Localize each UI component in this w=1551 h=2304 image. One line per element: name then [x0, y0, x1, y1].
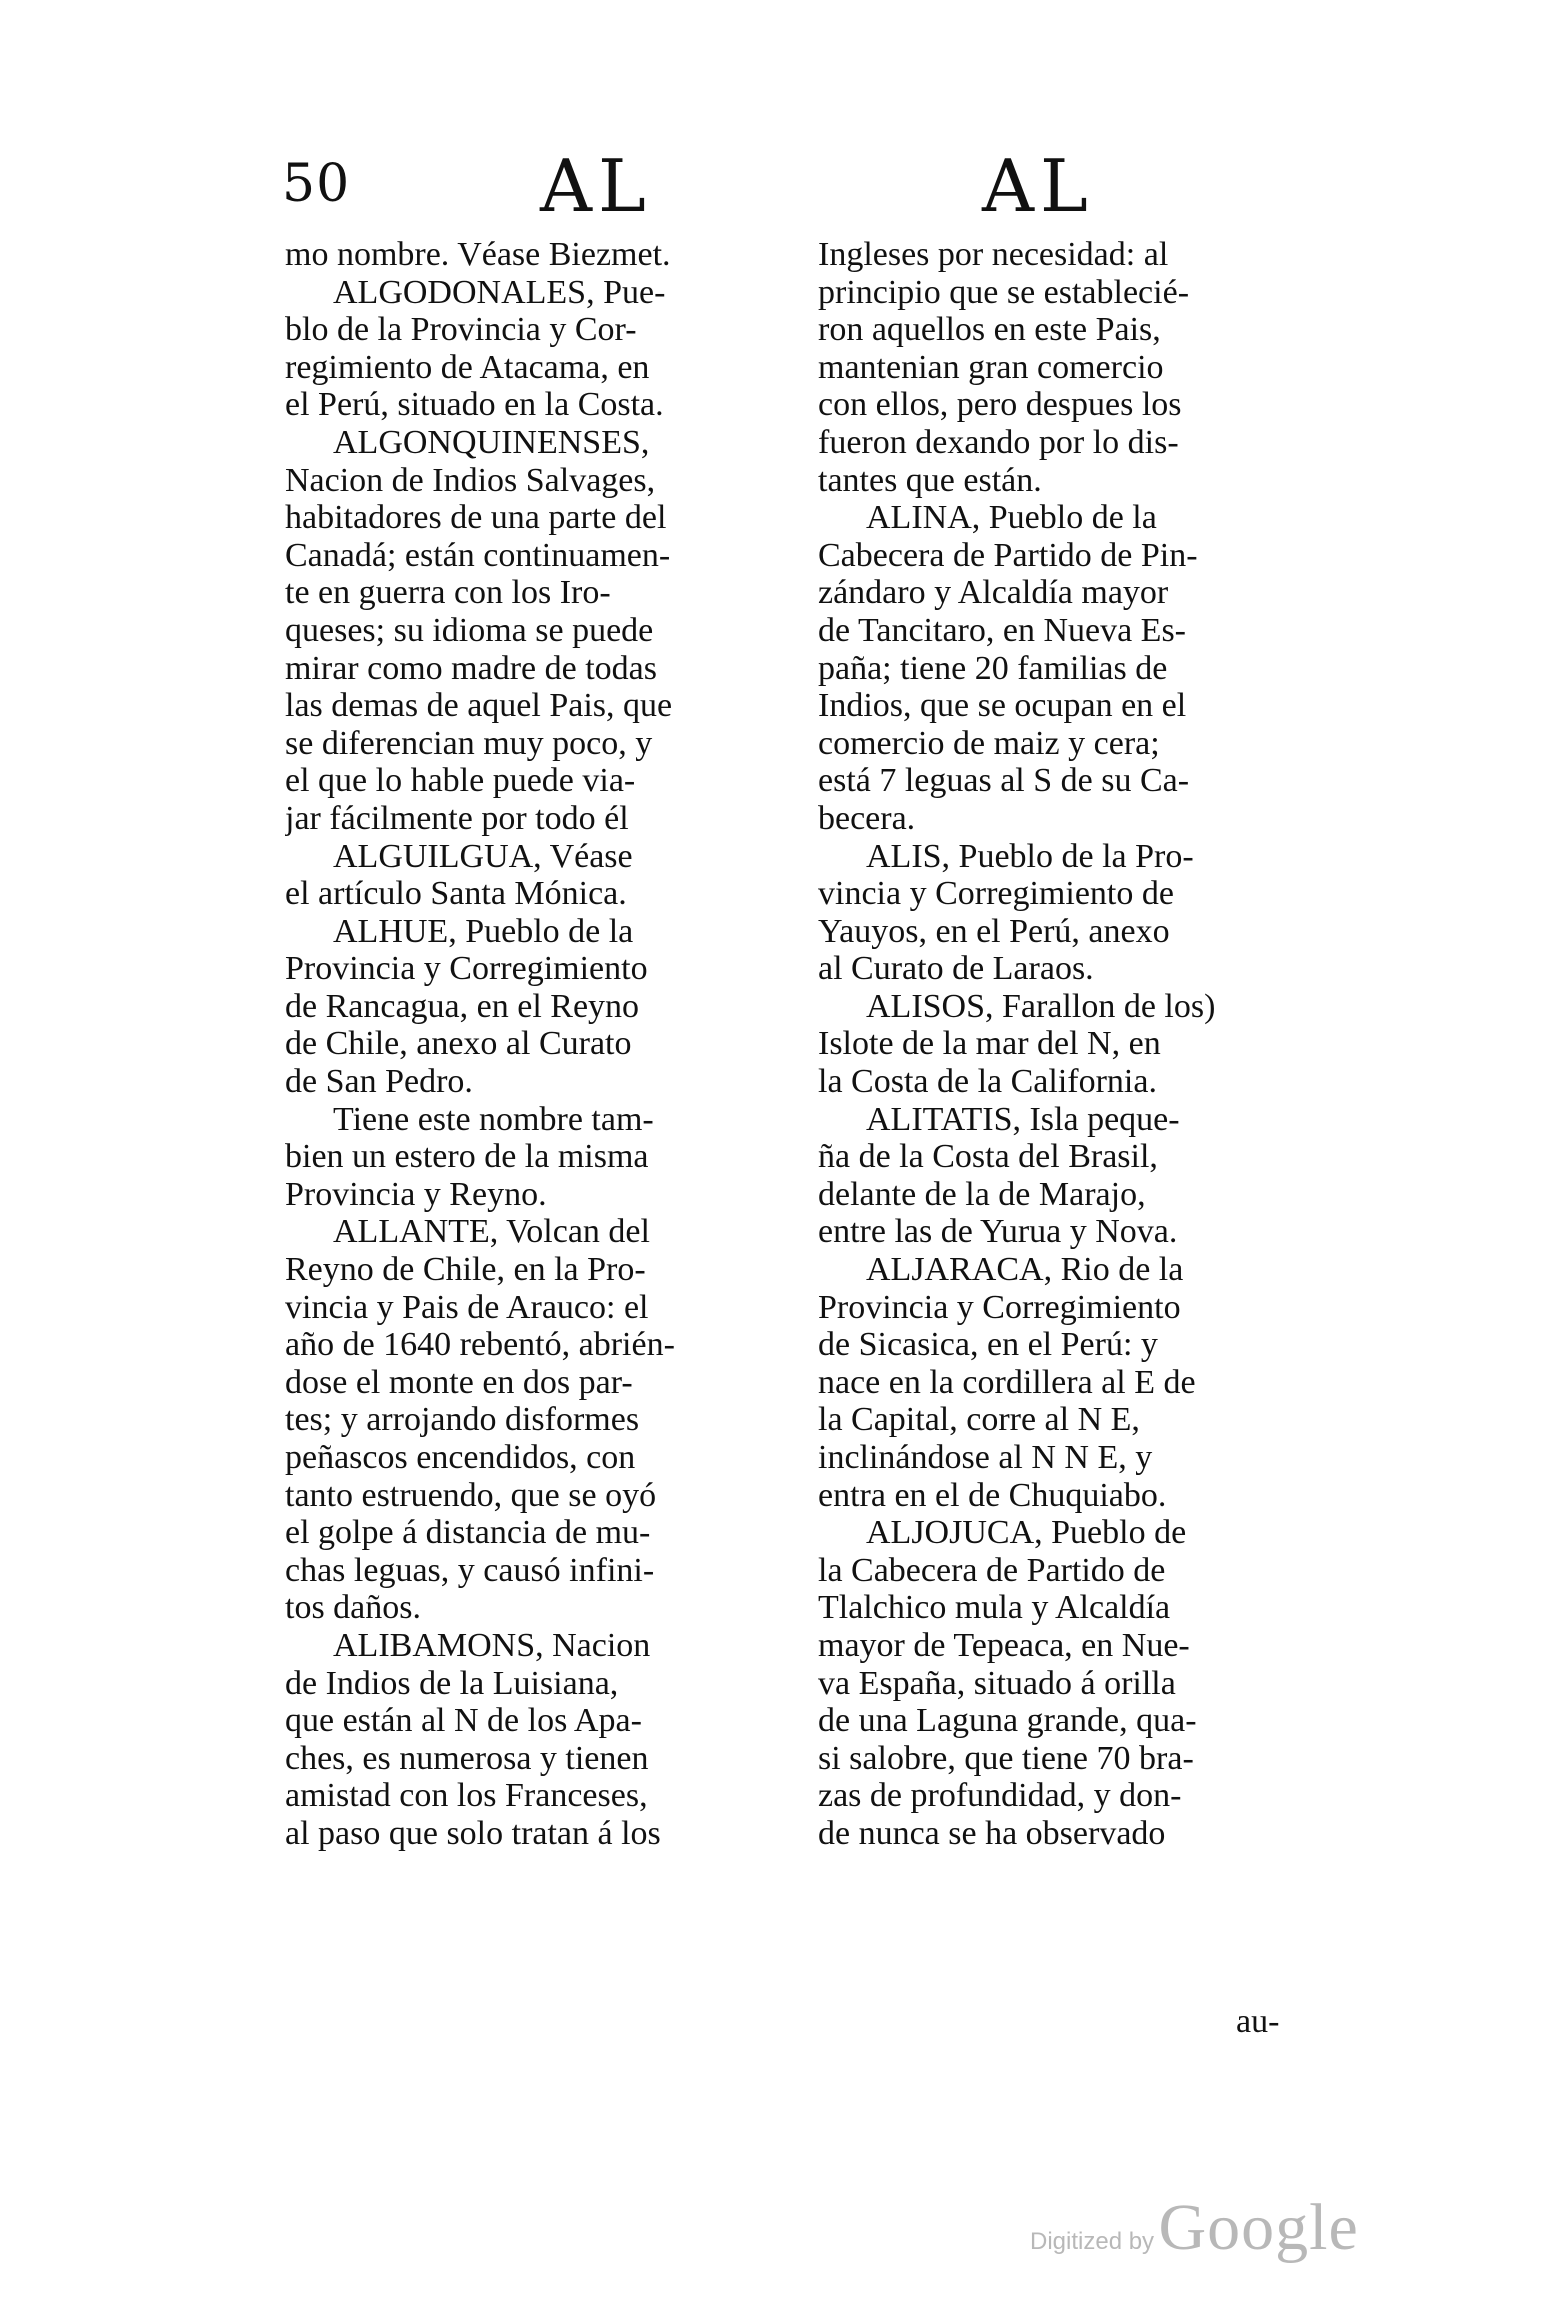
- text-line: Provincia y Corregimiento: [285, 950, 648, 988]
- text-line: dose el monte en dos par-: [285, 1363, 633, 1401]
- text-line: entra en el de Chuquiabo.: [818, 1476, 1167, 1514]
- text-line: de Chile, anexo al Curato: [285, 1025, 632, 1063]
- text-line: mo nombre. Véase Biezmet.: [285, 236, 671, 273]
- text-line: mirar como madre de todas: [285, 649, 657, 687]
- text-line: con ellos, pero despues los: [818, 386, 1182, 424]
- text-line: Reyno de Chile, en la Pro-: [285, 1251, 646, 1289]
- text-line: el que lo hable puede via-: [285, 762, 636, 800]
- text-line: de San Pedro.: [285, 1063, 473, 1101]
- text-line: el golpe á distancia de mu-: [285, 1514, 651, 1552]
- text-line: de nunca se ha observado: [818, 1814, 1166, 1852]
- text-line: Indios, que se ocupan en el: [818, 687, 1187, 725]
- text-line: vincia y Pais de Arauco: el: [285, 1288, 649, 1326]
- text-line: blo de la Provincia y Cor-: [285, 311, 637, 349]
- text-line: va España, situado á orilla: [818, 1664, 1176, 1702]
- text-line: las demas de aquel Pais, que: [285, 687, 673, 725]
- text-line: ALJOJUCA, Pueblo de: [866, 1514, 1187, 1552]
- text-line: delante de la de Marajo,: [818, 1175, 1146, 1213]
- text-line: de una Laguna grande, qua-: [818, 1702, 1197, 1740]
- text-line: principio que se establecié-: [818, 273, 1190, 311]
- running-head-left: AL: [540, 144, 652, 228]
- text-line: que están al N de los Apa-: [285, 1702, 642, 1740]
- text-line: de Sicasica, en el Perú: y: [818, 1326, 1158, 1364]
- text-line: inclinándose al N N E, y: [818, 1439, 1153, 1476]
- text-line: amistad con los Franceses,: [285, 1777, 648, 1815]
- text-line: Nacion de Indios Salvages,: [285, 461, 656, 499]
- text-line: queses; su idioma se puede: [285, 611, 654, 649]
- text-line: de Tancitaro, en Nueva Es-: [818, 611, 1187, 649]
- text-line: Ingleses por necesidad: al: [818, 236, 1169, 273]
- text-line: Islote de la mar del N, en: [818, 1025, 1161, 1063]
- text-line: tos daños.: [285, 1589, 421, 1627]
- running-head-right: AL: [982, 144, 1094, 228]
- text-line: nace en la cordillera al E de: [818, 1363, 1196, 1401]
- text-line: chas leguas, y causó infini-: [285, 1551, 655, 1589]
- text-line: ron aquellos en este Pais,: [818, 311, 1161, 349]
- watermark: [1030, 2190, 1359, 2266]
- text-line: está 7 leguas al S de su Ca-: [818, 762, 1190, 800]
- text-line: ña de la Costa del Brasil,: [818, 1138, 1158, 1176]
- text-line: Yauyos, en el Perú, anexo: [818, 912, 1170, 950]
- text-line: zas de profundidad, y don-: [818, 1777, 1182, 1815]
- text-line: becera.: [818, 799, 916, 837]
- text-line: ALIBAMONS, Nacion: [333, 1626, 651, 1664]
- text-line: te en guerra con los Iro-: [285, 574, 611, 612]
- watermark-prefix: Digitized by: [1030, 2228, 1155, 2255]
- text-line: el Perú, situado en la Costa.: [285, 386, 664, 424]
- text-line: de Rancagua, en el Reyno: [285, 987, 640, 1025]
- text-line: la Cabecera de Partido de: [818, 1551, 1166, 1589]
- page-number: 50: [282, 154, 351, 214]
- text-line: de Indios de la Luisiana,: [285, 1664, 619, 1702]
- text-line: ALIS, Pueblo de la Pro-: [866, 837, 1194, 875]
- text-line: ALJARACA, Rio de la: [866, 1251, 1184, 1289]
- text-line: ches, es numerosa y tienen: [285, 1739, 649, 1777]
- left-column: [285, 236, 785, 1853]
- text-line: Provincia y Reyno.: [285, 1175, 547, 1213]
- text-line: jar fácilmente por todo él: [285, 799, 629, 837]
- text-line: tantes que están.: [818, 461, 1042, 499]
- text-line: Canadá; están continuamen-: [285, 536, 671, 574]
- text-line: ALGUILGUA, Véase: [333, 837, 633, 875]
- text-line: fueron dexando por lo dis-: [818, 423, 1179, 461]
- watermark-brand: Google: [1158, 2191, 1359, 2264]
- text-line: al Curato de Laraos.: [818, 950, 1094, 988]
- text-line: tes; y arrojando disformes: [285, 1401, 640, 1439]
- text-line: ALGONQUINENSES,: [333, 423, 650, 461]
- text-line: paña; tiene 20 familias de: [818, 649, 1168, 687]
- text-line: vincia y Corregimiento de: [818, 875, 1174, 913]
- text-line: habitadores de una parte del: [285, 499, 667, 537]
- text-line: ALINA, Pueblo de la: [866, 499, 1157, 537]
- text-line: bien un estero de la misma: [285, 1138, 649, 1176]
- text-line: ALITATIS, Isla peque-: [866, 1100, 1180, 1138]
- text-line: la Capital, corre al N E,: [818, 1401, 1140, 1439]
- right-column: [818, 236, 1326, 1853]
- text-line: Tiene este nombre tam-: [333, 1100, 654, 1138]
- catchword: au-: [1236, 2003, 1280, 2040]
- text-line: zándaro y Alcaldía mayor: [818, 574, 1169, 612]
- text-line: comercio de maiz y cera;: [818, 724, 1160, 762]
- text-line: ALLANTE, Volcan del: [333, 1213, 650, 1251]
- text-line: Cabecera de Partido de Pin-: [818, 536, 1198, 574]
- text-line: la Costa de la California.: [818, 1063, 1157, 1101]
- text-line: entre las de Yurua y Nova.: [818, 1213, 1178, 1251]
- text-line: mayor de Tepeaca, en Nue-: [818, 1626, 1190, 1664]
- text-line: mantenian gran comercio: [818, 348, 1164, 386]
- text-line: si salobre, que tiene 70 bra-: [818, 1739, 1194, 1777]
- text-line: al paso que solo tratan á los: [285, 1814, 661, 1852]
- text-line: Provincia y Corregimiento: [818, 1288, 1181, 1326]
- text-line: ALGODONALES, Pue-: [333, 273, 666, 311]
- text-line: regimiento de Atacama, en: [285, 348, 650, 386]
- text-line: peñascos encendidos, con: [285, 1439, 636, 1476]
- text-line: ALHUE, Pueblo de la: [333, 912, 634, 950]
- text-line: Tlalchico mula y Alcaldía: [818, 1589, 1171, 1627]
- text-line: año de 1640 rebentó, abrién-: [285, 1326, 675, 1364]
- text-line: el artículo Santa Mónica.: [285, 875, 627, 913]
- text-line: ALISOS, Farallon de los): [866, 987, 1216, 1025]
- text-line: tanto estruendo, que se oyó: [285, 1476, 657, 1514]
- text-line: se diferencian muy poco, y: [285, 724, 653, 762]
